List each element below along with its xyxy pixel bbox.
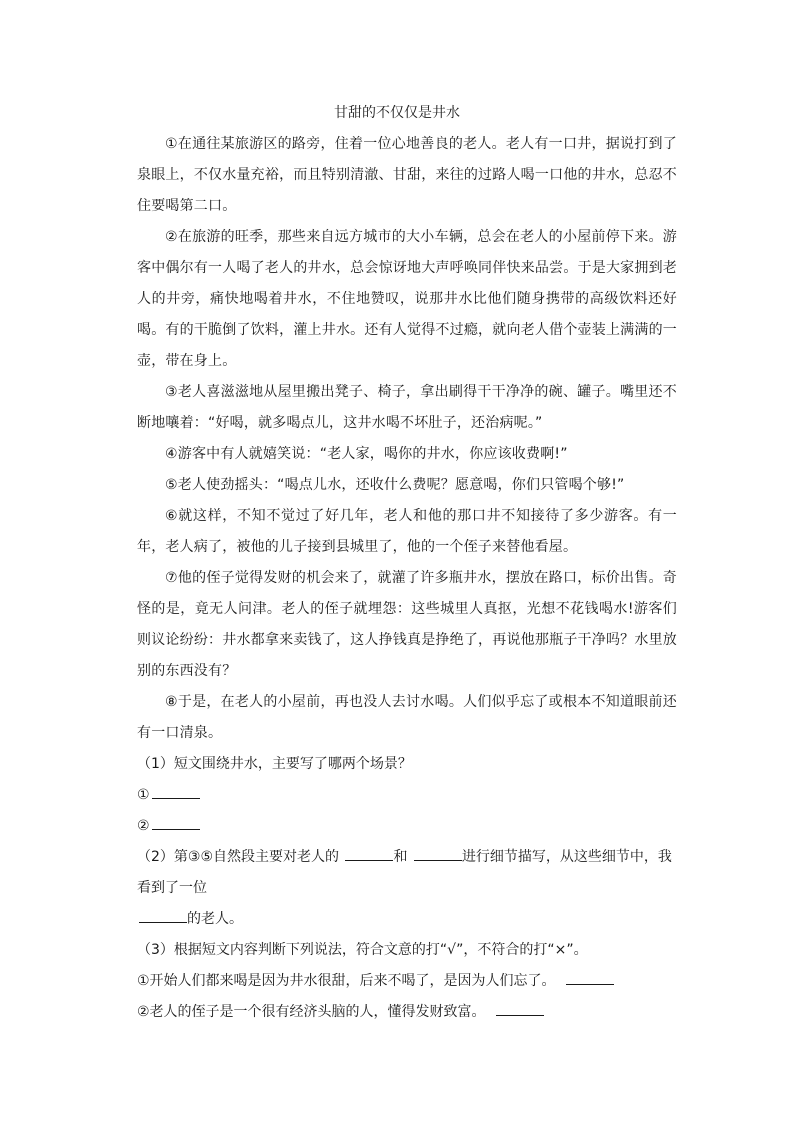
answer-blank[interactable] bbox=[152, 828, 200, 830]
answer-blank[interactable] bbox=[414, 859, 462, 861]
question-3-item-b bbox=[137, 997, 677, 1028]
question-3: （3）根据短文内容判断下列说法，符合文意的打“√”，不符合的打“×”。 bbox=[137, 942, 588, 958]
paragraph-2: ②在旅游的旺季，那些来自远方城市的大小车辆，总会在老人的小屋前停下来。游客中偶尔有一人喝了老人的井水，总会惊讶地大声呼唤同伴快来品尝。于是大家拥到老人的井旁，痛快地喝着井水，不住地赞叹，说那井水比他们随身携带的高级饮料还好喝。有的干脆倒了饮料，灌上井水。还有人觉得不过瘾，就向老人借个壶装上满满的一壶，带在身上。 bbox=[137, 229, 677, 369]
question-1-answer-b bbox=[137, 811, 677, 842]
paragraph-7: ⑦他的侄子觉得发财的机会来了，就灌了许多瓶井水，摆放在路口，标价出售。奇怪的是，竟无人问津。老人的侄子就埋怨：这些城里人真抠，光想不花钱喝水!游客们则议论纷纷：井水都拿来卖钱了，这人挣钱真是挣绝了，再说他那瓶子干净吗？水里放别的东西没有？ bbox=[137, 570, 677, 679]
question-2-text-4: 的老人。 bbox=[187, 911, 243, 927]
question-3-item-a bbox=[137, 966, 677, 997]
question-3-b-text: ②老人的侄子是一个很有经济头脑的人，懂得发财致富。 bbox=[137, 1004, 486, 1020]
question-1-a-label: ① bbox=[137, 787, 150, 803]
article-body bbox=[137, 129, 677, 1028]
question-1: （1）短文围绕井水，主要写了哪两个场景？ bbox=[137, 756, 412, 772]
question-2 bbox=[137, 842, 677, 935]
paragraph-3: ③老人喜滋滋地从屋里搬出凳子、椅子，拿出刷得干干净净的碗、罐子。嘴里还不断地嚷着：“好喝，就多喝点儿，这井水喝不坏肚子，还治病呢。” bbox=[137, 384, 677, 431]
answer-blank[interactable] bbox=[345, 859, 393, 861]
question-2-text-2: 和 bbox=[393, 849, 408, 865]
paragraph-4: ④游客中有人就嬉笑说：“老人家，喝你的井水，你应该收费啊!” bbox=[165, 446, 568, 462]
paragraph-5: ⑤老人使劲摇头：“喝点儿水，还收什么费呢？愿意喝，你们只管喝个够!” bbox=[165, 477, 625, 493]
question-2-text-1: （2）第③⑤自然段主要对老人的 bbox=[137, 849, 340, 865]
question-3-a-text: ①开始人们都来喝是因为井水很甜，后来不喝了，是因为人们忘了。 bbox=[137, 973, 556, 989]
answer-blank[interactable] bbox=[566, 983, 614, 985]
question-2-text-3: 进行细节描写，从这些细节中，我看到了一位 bbox=[137, 849, 672, 896]
question-1-answer-a bbox=[137, 780, 677, 811]
paragraph-1: ①在通往某旅游区的路旁，住着一位心地善良的老人。老人有一口井，据说打到了泉眼上，不仅水量充裕，而且特别清澈、甘甜，来往的过路人喝一口他的井水，总忍不住要喝第二口。 bbox=[137, 136, 677, 214]
paragraph-6: ⑥就这样，不知不觉过了好几年，老人和他的那口井不知接待了多少游客。有一年，老人病了，被他的儿子接到县城里了，他的一个侄子来替他看屋。 bbox=[137, 508, 677, 555]
paragraph-8: ⑧于是，在老人的小屋前，再也没人去讨水喝。人们似乎忘了或根本不知道眼前还有一口清泉。 bbox=[137, 694, 677, 741]
article-title: 甘甜的不仅仅是井水 bbox=[334, 105, 460, 121]
answer-blank[interactable] bbox=[496, 1014, 544, 1016]
answer-blank[interactable] bbox=[152, 797, 200, 799]
answer-blank[interactable] bbox=[139, 921, 187, 923]
question-1-b-label: ② bbox=[137, 818, 150, 834]
